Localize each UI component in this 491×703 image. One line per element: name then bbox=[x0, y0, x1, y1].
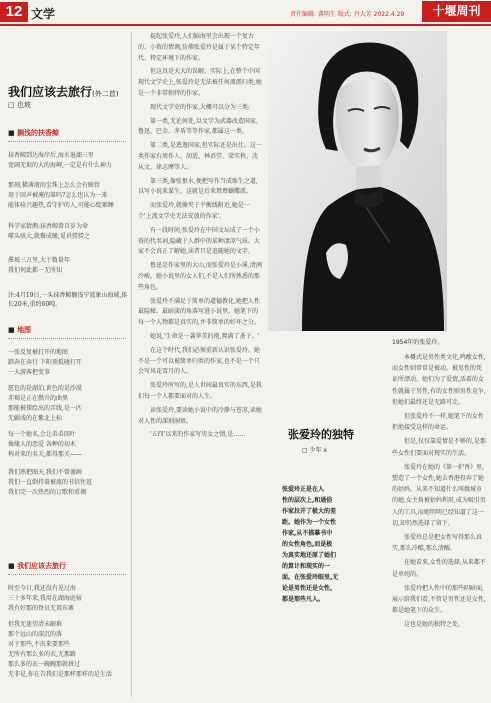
poem-section-heading bbox=[8, 325, 31, 335]
poem-section-heading bbox=[8, 561, 66, 571]
poem-title bbox=[8, 83, 118, 100]
section-title: 文学 bbox=[31, 7, 56, 21]
poem-line: 像缘人的恋爱 各种的初木 bbox=[8, 441, 76, 448]
article-paragraph: 她说,'生命是一袭华美的袍,爬满了蚤子。' bbox=[150, 332, 260, 340]
lead-line: 的算计和现实的一 bbox=[282, 563, 331, 570]
poem-line: 滞坡三万里,大于数量年 bbox=[8, 257, 70, 264]
column-divider bbox=[131, 32, 132, 697]
poem-line: 噬头骇大,就餐成鳍,觅讲捞捞之 bbox=[8, 233, 90, 240]
poem-line: 一大游客把变事 bbox=[8, 369, 51, 376]
article-paragraph: '五四'以来的作家写男女之情,是…… bbox=[150, 431, 246, 439]
poem-line: 那个远山的深沉的落 bbox=[8, 631, 63, 638]
poem-line: 我们何此都一无所知 bbox=[8, 267, 63, 274]
poem-line: 愿色的是湖泊,黄色的是沙漠 bbox=[8, 385, 82, 392]
article-body-column bbox=[138, 32, 262, 444]
article-paragraph: 在她看来,女性的选择,从来都不是单纯的。 bbox=[392, 559, 486, 578]
poem-line: 我们熟把图天,我们不曾谨画 bbox=[8, 469, 82, 476]
bullet-square-icon: ■ bbox=[8, 129, 15, 137]
poem-line: 对于那些,不出来要那些 bbox=[8, 641, 70, 648]
photo-caption: 1954年的张爱玲。 bbox=[392, 339, 444, 346]
poem-section-heading bbox=[8, 128, 59, 138]
lead-line: 张爱玲正是在人 bbox=[282, 486, 325, 493]
article-paragraph: 张爱玲把人性中的那些阴暗面,展示给我们看,不管是男性还是女性,都是她笔下的众生。 bbox=[392, 584, 486, 615]
poem-line: 一张反复被打开的地图 bbox=[8, 349, 69, 356]
poem-line: 无所有那么多的衣,无那路 bbox=[8, 651, 76, 658]
poem-line: 无非是,你在告我们是那样那样的是生活 bbox=[8, 671, 112, 678]
article-title: 张爱玲的独特 bbox=[288, 428, 354, 441]
poem-line: 时至今日,我还没有见过海 bbox=[8, 585, 76, 592]
lead-line: 距。她作为一个女性 bbox=[282, 519, 337, 526]
article-paragraph: 提起张爱玲,人们脑海里会出现一个复古的、小资的情调,仿佛张爱玲是属于某个特定年代、特定环境下的作家。 bbox=[138, 33, 260, 62]
poem-line: 科学家猜测:抹香鲸曾百岁为命 bbox=[8, 223, 89, 230]
page-number: 12 bbox=[0, 2, 28, 22]
bullet-square-icon: ■ bbox=[8, 562, 15, 570]
poem-title-text: 我们应该去旅行 bbox=[8, 85, 93, 99]
poem-section-title: 我们应该去旅行 bbox=[17, 562, 67, 570]
article-paragraph: 读张爱玲,要读她小说中的冷静与苍凉,读她对人性的深刻洞察。 bbox=[138, 406, 262, 425]
lead-line: 为真实地还原了她们 bbox=[282, 552, 337, 559]
article-paragraph: 在这个时代,我们必须重新认识张爱玲。她不是一个可以被简单归类的作家,也不是一个只会写风花雪月的人。 bbox=[138, 346, 260, 376]
poem-line: 三十多年来,我用在湖海庭宿 bbox=[8, 595, 82, 602]
article-paragraph: 张爱玲总是把女性写得那么真实,那么冷酷,那么清醒。 bbox=[392, 534, 483, 553]
lead-line: 的女性角色,而是极 bbox=[282, 541, 333, 548]
lead-line: 作家,从不描摹书中 bbox=[282, 530, 333, 537]
article-paragraph: 而张爱玲,就像夹于平衡线附近,她是一个'上流文学史无法安放的作家'。 bbox=[138, 202, 250, 220]
article-paragraph: 本概式是男性类文化,鸣酸女性,而女性则常常是被动、被男性的凭证所漂动。她们为了爱情,活着的女性就属于男性,有的女性则男性竞争,但她们最终还是无路可走。 bbox=[392, 354, 486, 406]
poem-line: 那么多的衣一碗碗那就拼过 bbox=[8, 661, 81, 668]
article-body-column-right bbox=[392, 352, 486, 634]
dotted-divider bbox=[8, 574, 126, 575]
poem-note: 注:4月19日,一头抹香鲸搁浅宁波象山海域,体长20米,重约60吨。 bbox=[8, 292, 128, 308]
dotted-divider bbox=[8, 141, 126, 142]
bullet-square-icon: ■ bbox=[8, 326, 15, 334]
article-paragraph: 第一类,无论何处,以文学为武器改造国家。鲁迅、巴金、茅盾等等作家,都属这一类。 bbox=[138, 117, 262, 136]
article-author: □ 少年 x bbox=[302, 447, 328, 454]
article-lead bbox=[282, 484, 362, 605]
article-paragraph: 鲁迅是作家里的大山,而张爱玲是小溪,清冽冷峻。她小说里的女人们,不是人们所熟悉的那些角色。 bbox=[138, 262, 262, 291]
poem-line: 抹香鲸到达海岸后,海水退潮三里 bbox=[8, 152, 94, 159]
poem-stanza bbox=[8, 384, 128, 424]
poem-stanza bbox=[8, 468, 128, 498]
poem-stanza bbox=[8, 584, 128, 614]
article-paragraph: 张爱玲所写的,是人世间最真实的东西,是我们每一个人都要面对的人生。 bbox=[138, 382, 262, 400]
poem-line: 那刻,稀薄液的尘珠上怎么会有鲸骨 bbox=[8, 182, 100, 189]
poem-line: 用于回声被淹的第吗?怎么也认为一来 bbox=[8, 192, 108, 199]
editor-credits: 责任编辑: 龚明生 版式: 丹大芳 2022.4.29 bbox=[290, 11, 405, 18]
article-paragraph: 现代文学史的作家,大概可以分为三类: bbox=[150, 103, 250, 111]
lead-line: 作家拉开了极大的差 bbox=[282, 508, 337, 515]
poem-line: 称对来的名关,都得那关—— bbox=[8, 451, 82, 458]
article-paragraph: 张爱玲在她的《第一炉香》里,塑造了一个女性,她去香港投奔了她的姑妈。从来不知道什么叫做城市的她,女主角被姑妈利用,成为吸引男人的工具,而她明明已经知道了这一切,却仍然选择了留下。 bbox=[392, 463, 486, 527]
poem-stanza bbox=[8, 151, 128, 171]
poem-section-title: 搁浅的扶香鲸 bbox=[17, 129, 60, 137]
poem-stanza bbox=[8, 620, 128, 680]
poem-author: □ 也坡 bbox=[8, 101, 31, 109]
poem-stanza bbox=[8, 181, 128, 211]
lead-line: 性的层次上,和通俗 bbox=[282, 497, 333, 504]
article-paragraph: 有一段时间,张爱玲在中国文坛成了一个小资的代名词,隐藏于人群中的某种凄凉气质。大家不会真正了解她,读者只是追随她的文字。 bbox=[138, 226, 260, 256]
header-rule bbox=[0, 24, 491, 26]
portrait-photo bbox=[268, 31, 447, 331]
poem-line: 我们一直倒持着被流的书信往返 bbox=[8, 479, 93, 486]
article-paragraph: 第三类,像张恨水,便把写作当成维生之道,以写小说来谋生。这就是后来鸳鸯蝴蝶派。 bbox=[138, 177, 258, 196]
poem-line: 每一个她名,会让弟弟回叶 bbox=[8, 431, 76, 438]
poem-line: 但我无迷望清末解难 bbox=[8, 621, 63, 628]
masthead: 十堰周刊 bbox=[422, 1, 491, 22]
article-paragraph: 但这真是天大的误解。实际上,在整个中国现代文学史上,张爱玲是无法被任何流派归类,她是一个非常独特的作家。 bbox=[138, 68, 262, 97]
poem-stanza bbox=[8, 430, 128, 460]
lead-line: 面。在张爱玲眼里,无 bbox=[282, 574, 339, 581]
article-paragraph: 但是,仅仅靠爱情是不够的,是那些女性们要面对现实的生活。 bbox=[392, 438, 486, 457]
article-paragraph: 这也是她的独特之处。 bbox=[404, 621, 465, 629]
poem-line: 我们完一次热烈的订歌和重调 bbox=[8, 489, 87, 496]
article-paragraph: 第二类,是逃逸国家,但实际还是出仕。这一类作家有周作人、胡适、林语堂、梁实秋、沈从文、徐志摩等人。 bbox=[138, 142, 262, 171]
poem-line: 赤褐是正在燃升的曲黑 bbox=[8, 395, 69, 402]
poem-subtitle: (外二首) bbox=[92, 90, 119, 98]
article-paragraph: 但张爱玲不一样,她笔下的女性拒绝接受这样的命运。 bbox=[392, 413, 484, 432]
lead-line: 都是那些凡人。 bbox=[282, 596, 325, 603]
poem-line: 能体验兴趣热,看守护的人,可能心绽难睡 bbox=[8, 202, 114, 209]
poem-section-title: 地图 bbox=[17, 326, 32, 334]
poem-stanza bbox=[8, 256, 128, 276]
poem-line: 那能被探绘出的弄线,是一匹 bbox=[8, 405, 82, 412]
poem-stanza bbox=[8, 348, 128, 378]
article-paragraph: 张爱玲不满足于简单的道德教化,她把人性最隐秘、最暗淡的角落写进小说里。她笔下的每一个人物都是真实的,并非简单的好坏之分。 bbox=[138, 297, 260, 327]
poem-line: 宽阔无垠的大的海岬,一定是有什么神力 bbox=[8, 162, 112, 169]
portrait-illustration bbox=[268, 31, 447, 331]
poem-stanza bbox=[8, 222, 128, 242]
dotted-divider bbox=[8, 338, 126, 339]
poem-line: 我有好那的脊员无双东寨 bbox=[8, 605, 75, 612]
poem-line: 无疆浅的在紫北上标 bbox=[8, 415, 63, 422]
poem-line: 踏奔在奔行 下阳顶抵碰打开 bbox=[8, 359, 82, 366]
lead-line: 论是男性还是女性, bbox=[282, 585, 333, 592]
